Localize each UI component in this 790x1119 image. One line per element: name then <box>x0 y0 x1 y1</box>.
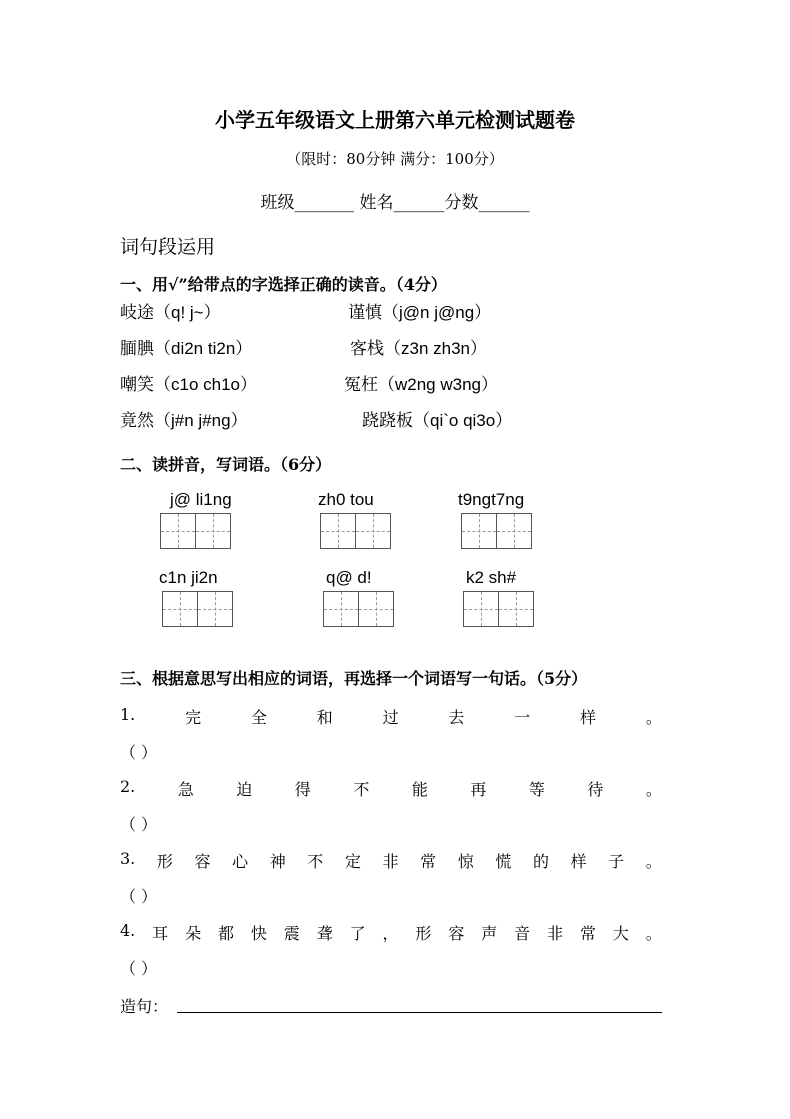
q3-item-char: 朵 <box>185 924 202 943</box>
q3-item-char: 。 <box>645 780 662 799</box>
q3-item-char: 的 <box>532 852 549 871</box>
q3-answer-blank-1[interactable]: （ ） <box>120 743 158 762</box>
writing-cell[interactable] <box>160 513 196 549</box>
q2-writing-grid-6[interactable] <box>463 591 533 627</box>
q3-item-char: 等 <box>528 780 545 799</box>
q1-row1-left: 岐途（q! j~） <box>120 303 221 322</box>
q3-item-char: 得 <box>294 780 311 799</box>
q3-item-char: 声 <box>481 924 498 943</box>
q3-item-char: 不 <box>307 852 324 871</box>
q1-row4-left: 竟然（j#n j#ng） <box>120 411 248 430</box>
q3-item-char: 待 <box>587 780 604 799</box>
writing-cell[interactable] <box>162 591 198 627</box>
page-title: 小学五年级语文上册第六单元检测试题卷 <box>215 108 575 132</box>
q2-pinyin-3: t9ngt7ng <box>458 490 525 509</box>
q3-item-char: 。 <box>645 924 662 943</box>
q3-item-char: 再 <box>470 780 487 799</box>
q3-item-char: 容 <box>448 924 465 943</box>
q3-item-char: 慌 <box>495 852 512 871</box>
q3-item-char: 一 <box>514 708 531 727</box>
writing-cell[interactable] <box>197 591 233 627</box>
time-score-note: （限时：80分钟 满分：100分） <box>286 150 504 168</box>
q3-item-char: 。 <box>645 708 662 727</box>
sentence-label: 造句： <box>120 997 169 1016</box>
q3-item-char: 不 <box>353 780 370 799</box>
q3-item-char: 都 <box>217 924 234 943</box>
writing-cell[interactable] <box>496 513 532 549</box>
q3-item-char: 形 <box>156 852 173 871</box>
q1-row3-right: 冤枉（w2ng w3ng） <box>344 375 499 394</box>
q3-item-char: 去 <box>448 708 465 727</box>
sentence-write-line[interactable] <box>177 1012 662 1013</box>
q3-item-char: 3. <box>120 849 136 868</box>
q3-item-char: 神 <box>269 852 286 871</box>
q2-writing-grid-3[interactable] <box>461 513 531 549</box>
q3-item-char: 过 <box>382 708 399 727</box>
q2-writing-grid-5[interactable] <box>323 591 393 627</box>
q3-item-char: 快 <box>250 924 267 943</box>
writing-cell[interactable] <box>195 513 231 549</box>
q3-item-char: 非 <box>547 924 564 943</box>
q3-item-1 <box>120 705 662 728</box>
q3-item-3 <box>120 849 662 872</box>
q3-item-char: 定 <box>344 852 361 871</box>
q2-pinyin-5: q@ d! <box>326 568 372 587</box>
q2-writing-grid-2[interactable] <box>320 513 390 549</box>
q3-item-char: 聋 <box>316 924 333 943</box>
q3-item-char: 完 <box>185 708 202 727</box>
q3-item-char: 和 <box>316 708 333 727</box>
q3-item-char: 样 <box>580 708 597 727</box>
writing-cell[interactable] <box>461 513 497 549</box>
writing-cell[interactable] <box>320 513 356 549</box>
q3-item-char: 常 <box>579 924 596 943</box>
q3-answer-blank-2[interactable]: （ ） <box>120 815 158 834</box>
q3-item-2 <box>120 777 662 800</box>
q3-item-char: 能 <box>411 780 428 799</box>
q3-item-char: 形 <box>415 924 432 943</box>
q1-row2-left: 腼腆（di2n ti2n） <box>120 339 253 358</box>
writing-cell[interactable] <box>355 513 391 549</box>
q3-item-char: 大 <box>612 924 629 943</box>
q3-item-char: 4. <box>120 921 136 940</box>
q3-item-char: 耳 <box>152 924 169 943</box>
q2-pinyin-1: j@ li1ng <box>170 490 232 509</box>
q1-row3-left: 嘲笑（c1o ch1o） <box>120 375 257 394</box>
q3-item-char: 心 <box>232 852 249 871</box>
question-3-heading: 三、根据意思写出相应的词语，再选择一个词语写一句话。（5分） <box>120 669 588 688</box>
q3-item-char: 非 <box>382 852 399 871</box>
q3-answer-blank-3[interactable]: （ ） <box>120 887 158 906</box>
writing-cell[interactable] <box>358 591 394 627</box>
writing-cell[interactable] <box>323 591 359 627</box>
q3-item-char: 子 <box>608 852 625 871</box>
q2-pinyin-6: k2 sh# <box>466 568 517 587</box>
q3-item-char: 样 <box>570 852 587 871</box>
q3-item-char: 1. <box>120 705 136 724</box>
q2-pinyin-2: zh0 tou <box>318 490 374 509</box>
q1-row2-right: 客栈（z3n zh3n） <box>350 339 487 358</box>
q3-item-char: 常 <box>420 852 437 871</box>
q3-item-char: ， <box>382 924 399 943</box>
q3-item-char: 急 <box>177 780 194 799</box>
writing-cell[interactable] <box>498 591 534 627</box>
question-1-heading: 一、用√”给带点的字选择正确的读音。（4分） <box>120 275 447 294</box>
section-title: 词句段运用 <box>120 236 216 258</box>
q3-item-char: 惊 <box>457 852 474 871</box>
q3-item-char: 迫 <box>236 780 253 799</box>
q3-item-char: 。 <box>645 852 662 871</box>
q2-pinyin-4: c1n ji2n <box>159 568 218 587</box>
q3-item-char: 全 <box>250 708 267 727</box>
writing-cell[interactable] <box>463 591 499 627</box>
q2-writing-grid-4[interactable] <box>162 591 232 627</box>
q3-item-4 <box>120 921 662 944</box>
q3-answer-blank-4[interactable]: （ ） <box>120 959 158 978</box>
q3-item-char: 容 <box>194 852 211 871</box>
q3-item-char: 震 <box>283 924 300 943</box>
q2-writing-grid-1[interactable] <box>160 513 230 549</box>
q3-item-char: 音 <box>514 924 531 943</box>
q3-item-char: 2. <box>120 777 136 796</box>
student-info-line: 班级_______ 姓名______分数______ <box>260 193 530 213</box>
q3-item-char: 了 <box>349 924 366 943</box>
q1-row1-right: 谨慎（j@n j@ng） <box>348 303 492 322</box>
question-2-heading: 二、读拼音，写词语。（6分） <box>120 455 332 474</box>
q1-row4-right: 跷跷板（qi`o qi3o） <box>362 411 513 430</box>
